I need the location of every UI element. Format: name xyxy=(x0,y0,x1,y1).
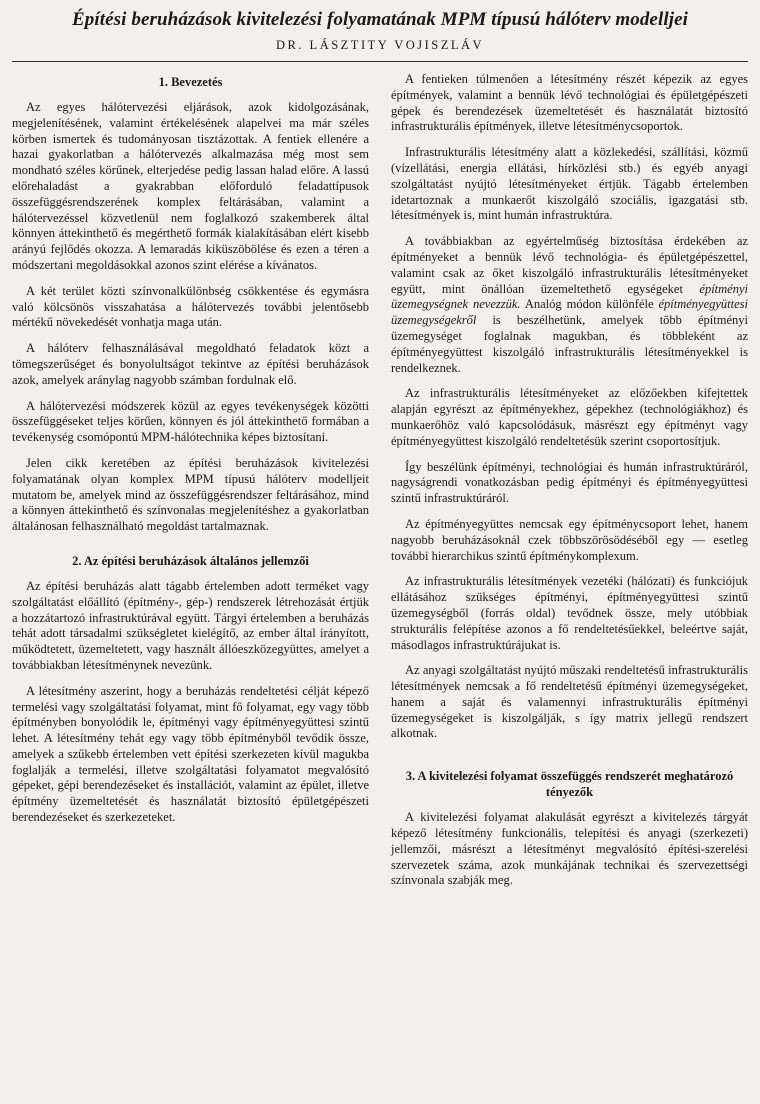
paragraph: Jelen cikk keretében az építési beruházások kivitelezési folyamatának olyan komplex MPM típusú hálóterv modelljeit mutatom be, amelyek mind az összefüggésrendszer feltárásához, mind a könnyen áttekinthető és színvonalas megjelenítéshez a gyakorlatban általánosan felhasználható megoldást tartalmaznak. xyxy=(12,455,369,534)
right-column xyxy=(391,72,748,891)
left-column xyxy=(12,72,369,891)
title-divider xyxy=(12,61,748,62)
paragraph: A létesítmény aszerint, hogy a beruházás rendeltetési célját képező termelési vagy szolgáltatási folyamat, mint fő folyamat, egy vagy több építményben bonyolódik le, építményi vagy építményegyüttesi szintű lehet. A létesítmény tehát egy vagy több építményből tevődik össze, amelyek a szűkebb értelemben vett építési szerkezeten kívül magukba foglalják a termelési, illetve szolgáltatási folyamatot megvalósító gépeket, gépi berendezéseket és installációt, valamint az épület, illetve építmény üzemeltetését és használatát biztosító épületgépészeti berendezéseket és szerkezeteket. xyxy=(12,683,369,825)
article-author: DR. LÁSZTITY VOJISZLÁV xyxy=(275,38,485,52)
text-run: A továbbiakban az egyértelműség biztosítása érdekében az építményeket a bennük lévő technológia- és épületgépészettel, valamint csak az őket kiszolgáló infrastrukturális létesítményeket együtt, mint önállóan üzemeltethető egységeket xyxy=(391,234,748,296)
paragraph: Az infrastrukturális létesítményeket az előzőekben kifejtettek alapján egyrészt az építményekhez, gépekhez (technológiákhoz) és munkaerőhöz való kapcsolódásuk, másrészt egy építményt vagy építményegyüttest kiszolgáló rendeltetésük szerint csoportosítjuk. xyxy=(391,386,748,448)
paragraph: A kivitelezési folyamat alakulását egyrészt a kivitelezés tárgyát képező létesítmény funkcionális, telepítési és anyagi (szerkezeti) jellemzői, másrészt a létesítményt megvalósító építési-szerelési szervezetek száma, azok munkájának technikai és szervezettségi színvonala szabják meg. xyxy=(391,810,748,888)
section-heading-3: 3. A kivitelezési folyamat összefüggés rendszerét meghatározó tényezők xyxy=(405,769,734,800)
article-body xyxy=(12,72,748,891)
text-run: Analóg módon különféle xyxy=(520,297,659,312)
paragraph: Infrastrukturális létesítmény alatt a közlekedési, szállítási, közmű (vízellátási, energia ellátási, hírközlési stb.) és egyéb anyagi szolgáltatást nyújtó létesítményeket értjük. Tágabb értelemben idetartoznak a munkaerőt kiszolgáló szociális, igazgatási stb. létesítmények is, mint humán infrastruktúra. xyxy=(391,145,748,223)
emphasized-term: építményi üzemegységnek nevezzük. xyxy=(391,281,748,312)
paragraph: Így beszélünk építményi, technológiai és humán infrastruktúráról, nagyságrendi vonatkozásban pedig építményi és építményegyüttesi szintű infrastruktúráról. xyxy=(391,459,748,506)
paragraph xyxy=(391,234,748,376)
text-run: is beszélhetünk, amelyek több építményi üzemegységet foglalnak magukban, és többleként az építményegyüttest kiszolgáló infrastrukturális létesítményekkel is rendelkeznek. xyxy=(391,313,748,375)
article-title: Építési beruházások kivitelezési folyamatának MPM típusú hálóterv modelljei xyxy=(71,9,689,30)
paragraph: Az infrastrukturális létesítmények vezetéki (hálózati) és funkciójuk ellátásához szükséges építményi, építményegyüttesi szintű üzemegységből (forrás oldal) tevődnek össze, mely utóbbiak strukturális felépítése azonos a fő rendeltetésűekkel, beleértve saját, másodlagos infrastruktúrájukat is. xyxy=(391,574,748,652)
section-heading-2: 2. Az építési beruházások általános jellemzői xyxy=(72,553,309,568)
paragraph: A két terület közti színvonalkülönbség csökkentése és egymásra való kölcsönös visszahatása a hálótervezés további jelentősebb mértékű növekedését vonhatja maga után. xyxy=(12,283,369,330)
paragraph: A hálótervezési módszerek közül az egyes tevékenységek közötti összefüggéseket teljes körűen, könnyen és jól áttekinthető formában a tevékenység csomópontú MPM-hálótechnika képes biztosítani. xyxy=(12,398,369,445)
paragraph: Az egyes hálótervezési eljárások, azok kidolgozásának, megjelenítésének, valamint értékelésének alapelvei ma már széles körben ismertek és tudományosan tisztázottak. A fentiek ellenére a hazai gyakorlatban a hálótervezés alkalmazása még most sem mondható széles körűnek, elterjedése pedig lassan halad előre. A lassú előrehaladást a gyakrabban előforduló feladattípusok összefüggésrendszerének komplex feltárásában, valamint a hálótervezéssel közvetlenül nem foglalkozó szakemberek által könnyen áttekinthető és megérthető formák kialakításában elért kisebb arányú fejlődés okozza. A lemaradás kiküszöbölése és ezen a téren a módszertani megoldásokkal azonos szint elérése a kívánatos. xyxy=(12,100,369,272)
paragraph: Az építési beruházás alatt tágabb értelemben adott terméket vagy szolgáltatást előállító (építmény-, gép-) rendszerek létrehozását értjük a hozzátartozó infrastruktúrával együtt. Tárgyi értelemben a beruházás tehát adott társadalmi szükségletet kielégítő, az ember által irányított, működtetett, üzemeltetett, vagy használt állóeszközegyüttes, amelyet a továbbiakban létesítménynek nevezünk. xyxy=(12,578,369,672)
emphasized-term: építményegyüttesi üzemegységekről xyxy=(391,297,748,328)
paragraph: A fentieken túlmenően a létesítmény részét képezik az egyes építmények, valamint a bennük lévő technológiai és épületgépészeti gépek és berendezések üzemeltetését és használatát biztosító infrastrukturális építmények, illetve létesítménycsoportok. xyxy=(391,72,748,134)
paragraph: Az anyagi szolgáltatást nyújtó műszaki rendeltetésű infrastrukturális létesítmények nemcsak a fő rendeltetésű építményi üzemegységeket, hanem a saját és valamennyi infrastrukturális építményi üzemegységeket is kiszolgálják, s így matrix jellegű rendszert alkotnak. xyxy=(391,663,748,741)
section-heading-1: 1. Bevezetés xyxy=(158,75,223,89)
paragraph: A hálóterv felhasználásával megoldható feladatok közt a tömegszerűséget és bonyolultságot tekintve az építési beruházások azok, amelyek aránylag nagyobb számban fordulnak elő. xyxy=(12,341,369,387)
paragraph: Az építményegyüttes nemcsak egy építménycsoport lehet, hanem nagyobb beruházásoknál czek többszörösödéséből egy — esetleg további hierarchikus szintű építménykomplexum. xyxy=(391,516,748,563)
